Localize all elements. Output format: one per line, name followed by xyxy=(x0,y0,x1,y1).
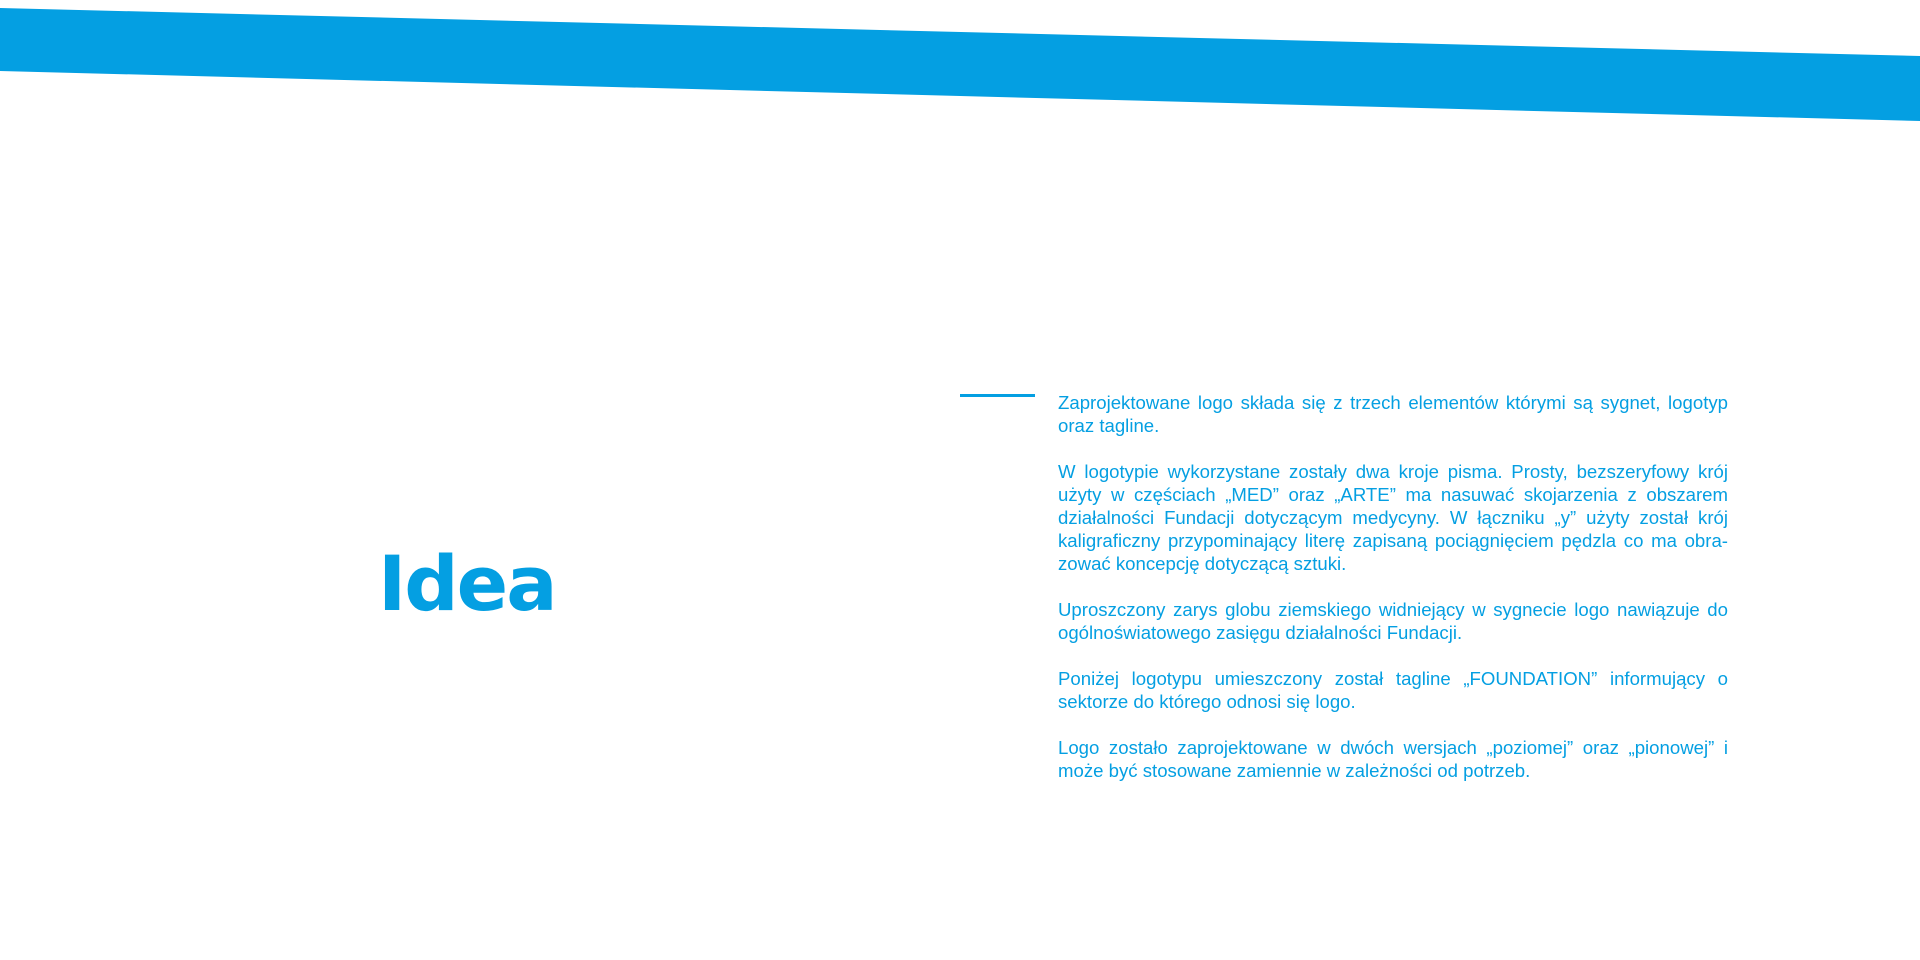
paragraph-tagline: Poniżej logotypu umieszczony został tagline „FOUNDATION” informujący o sektorze do którego odnosi się logo. xyxy=(1058,668,1728,712)
paragraph-typefaces: W logotypie wykorzystane zostały dwa kroje pisma. Prosty, bezszeryfowy krój użyty w częściach „MED” oraz „ARTE” ma nasuwać skojarzenia z obszarem działalności Fundacji dotyczącym medycyny. W łączniku „y” użyty został krój kaligraficzny przypominający literę zapisaną pociągnięciem pędzla co ma obrazować koncepcję dotyczącą sztuki. xyxy=(1058,461,1728,574)
page-title: Idea xyxy=(378,539,556,628)
diagonal-stripe xyxy=(0,8,1920,121)
section-divider-line xyxy=(960,394,1035,397)
top-diagonal-band xyxy=(0,0,1920,130)
description-text-block xyxy=(1058,391,1728,805)
paragraph-versions: Logo zostało zaprojektowane w dwóch wersjach „poziomej” oraz „pionowej” i może być stosowane zamiennie w zależności od potrzeb. xyxy=(1058,737,1728,781)
paragraph-globe-symbol: Uproszczony zarys globu ziemskiego widniejący w sygnecie logo nawiązuje do ogólnoświatowego zasięgu działalności Fundacji. xyxy=(1058,599,1728,643)
paragraph-logo-elements: Zaprojektowane logo składa się z trzech elementów którymi są sygnet, logotyp oraz tagline. xyxy=(1058,392,1728,436)
